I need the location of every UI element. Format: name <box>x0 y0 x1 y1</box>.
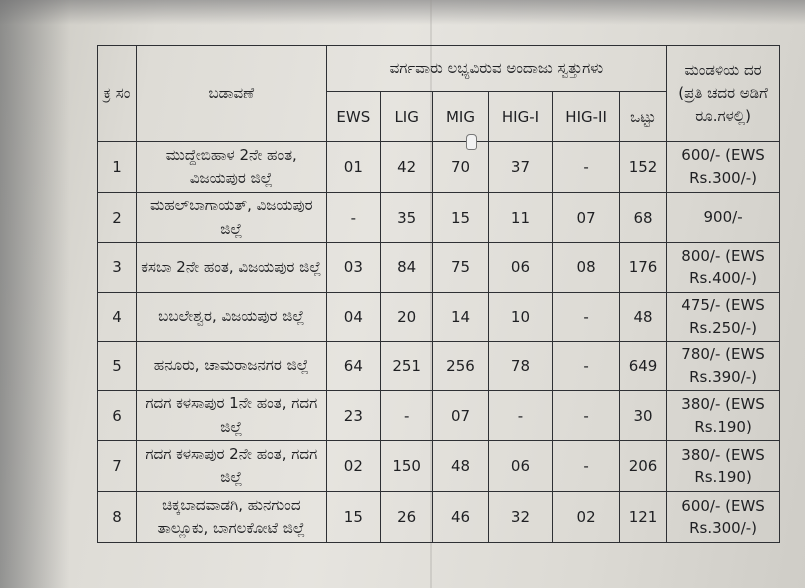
row-lig: 84 <box>381 243 433 292</box>
header-hig-ii: HIG-II <box>553 92 620 142</box>
row-mig: 256 <box>433 341 488 390</box>
row-hig2: - <box>553 292 620 341</box>
row-lig: 26 <box>381 492 433 543</box>
row-hig2: 08 <box>553 243 620 292</box>
row-hig1: 32 <box>488 492 553 543</box>
row-ews: 02 <box>326 441 380 492</box>
row-total: 649 <box>619 341 666 390</box>
table-row <box>98 243 780 292</box>
table-row <box>98 492 780 543</box>
row-mig: 46 <box>433 492 488 543</box>
row-serial: 7 <box>98 441 137 492</box>
photo-shadow-top <box>0 0 805 25</box>
mouse-cursor-icon <box>466 134 477 150</box>
row-lig: 35 <box>381 192 433 243</box>
row-serial: 4 <box>98 292 137 341</box>
header-serial-no: ಕ್ರ ಸಂ <box>98 46 137 142</box>
row-total: 206 <box>619 441 666 492</box>
row-ews: 01 <box>326 142 380 193</box>
header-total: ಒಟ್ಟು <box>619 92 666 142</box>
row-rate: 780/- (EWS Rs.390/-) <box>667 341 780 390</box>
row-ews: 64 <box>326 341 380 390</box>
row-total: 30 <box>619 390 666 441</box>
row-mig: 14 <box>433 292 488 341</box>
row-hig1: 11 <box>488 192 553 243</box>
row-place: ಹನೂರು, ಚಾಮರಾಜನಗರ ಜಿಲ್ಲೆ <box>136 341 326 390</box>
header-layout: ಬಡಾವಣೆ <box>136 46 326 142</box>
table-row <box>98 441 780 492</box>
photo-shadow <box>0 0 70 588</box>
row-total: 121 <box>619 492 666 543</box>
row-serial: 3 <box>98 243 137 292</box>
row-hig1: 10 <box>488 292 553 341</box>
row-ews: 04 <box>326 292 380 341</box>
row-ews: 15 <box>326 492 380 543</box>
row-hig2: 07 <box>553 192 620 243</box>
row-mig: 48 <box>433 441 488 492</box>
row-place: ಮಹಲ್‌ಬಾಗಾಯತ್, ವಿಜಯಪುರ ಜಿಲ್ಲೆ <box>136 192 326 243</box>
row-place: ಗದಗ ಕಳಸಾಪುರ 1ನೇ ಹಂತ, ಗದಗ ಜಿಲ್ಲೆ <box>136 390 326 441</box>
header-mig: MIG <box>433 92 488 142</box>
row-total: 176 <box>619 243 666 292</box>
row-hig1: 06 <box>488 441 553 492</box>
header-category-group: ವರ್ಗವಾರು ಲಭ್ಯವಿರುವ ಅಂದಾಜು ಸ್ವತ್ತುಗಳು <box>326 46 666 92</box>
table-row <box>98 192 780 243</box>
row-mig: 70 <box>433 142 488 193</box>
row-hig2: - <box>553 441 620 492</box>
row-lig: 150 <box>381 441 433 492</box>
table-row <box>98 142 780 193</box>
row-serial: 5 <box>98 341 137 390</box>
row-rate: 800/- (EWS Rs.400/-) <box>667 243 780 292</box>
housing-sites-table <box>97 45 780 543</box>
row-ews: - <box>326 192 380 243</box>
row-total: 48 <box>619 292 666 341</box>
row-lig: 251 <box>381 341 433 390</box>
row-hig1: - <box>488 390 553 441</box>
row-serial: 2 <box>98 192 137 243</box>
row-mig: 75 <box>433 243 488 292</box>
row-rate: 600/- (EWS Rs.300/-) <box>667 492 780 543</box>
row-serial: 6 <box>98 390 137 441</box>
row-ews: 03 <box>326 243 380 292</box>
table-row <box>98 292 780 341</box>
row-place: ಮುದ್ದೇಬಿಹಾಳ 2ನೇ ಹಂತ, ವಿಜಯಪುರ ಜಿಲ್ಲೆ <box>136 142 326 193</box>
row-hig1: 37 <box>488 142 553 193</box>
header-hig-i: HIG-I <box>488 92 553 142</box>
row-total: 152 <box>619 142 666 193</box>
row-lig: 20 <box>381 292 433 341</box>
row-hig2: - <box>553 390 620 441</box>
row-rate: 475/- (EWS Rs.250/-) <box>667 292 780 341</box>
row-hig2: 02 <box>553 492 620 543</box>
row-serial: 1 <box>98 142 137 193</box>
table-row <box>98 341 780 390</box>
header-lig: LIG <box>381 92 433 142</box>
row-hig2: - <box>553 142 620 193</box>
row-hig1: 06 <box>488 243 553 292</box>
row-lig: - <box>381 390 433 441</box>
row-rate: 900/- <box>667 192 780 243</box>
row-total: 68 <box>619 192 666 243</box>
row-rate: 600/- (EWS Rs.300/-) <box>667 142 780 193</box>
row-mig: 15 <box>433 192 488 243</box>
row-mig: 07 <box>433 390 488 441</box>
row-serial: 8 <box>98 492 137 543</box>
row-hig2: - <box>553 341 620 390</box>
row-place: ಗದಗ ಕಳಸಾಪುರ 2ನೇ ಹಂತ, ಗದಗ ಜಿಲ್ಲೆ <box>136 441 326 492</box>
row-place: ಕಸಬಾ 2ನೇ ಹಂತ, ವಿಜಯಪುರ ಜಿಲ್ಲೆ <box>136 243 326 292</box>
header-rate: ಮಂಡಳಿಯ ದರ (ಪ್ರತಿ ಚದರ ಅಡಿಗೆ ರೂ.ಗಳಲ್ಲಿ) <box>667 46 780 142</box>
row-place: ಚಿಕ್ಕಬಾದವಾಡಗಿ, ಹುನಗುಂದ ತಾಲ್ಲೂಕು, ಬಾಗಲಕೋಟೆ ಜಿಲ್ಲೆ <box>136 492 326 543</box>
table-row <box>98 390 780 441</box>
row-lig: 42 <box>381 142 433 193</box>
header-ews: EWS <box>326 92 380 142</box>
row-rate: 380/- (EWS Rs.190) <box>667 390 780 441</box>
row-rate: 380/- (EWS Rs.190) <box>667 441 780 492</box>
row-hig1: 78 <box>488 341 553 390</box>
row-ews: 23 <box>326 390 380 441</box>
row-place: ಬಬಲೇಶ್ವರ, ವಿಜಯಪುರ ಜಿಲ್ಲೆ <box>136 292 326 341</box>
